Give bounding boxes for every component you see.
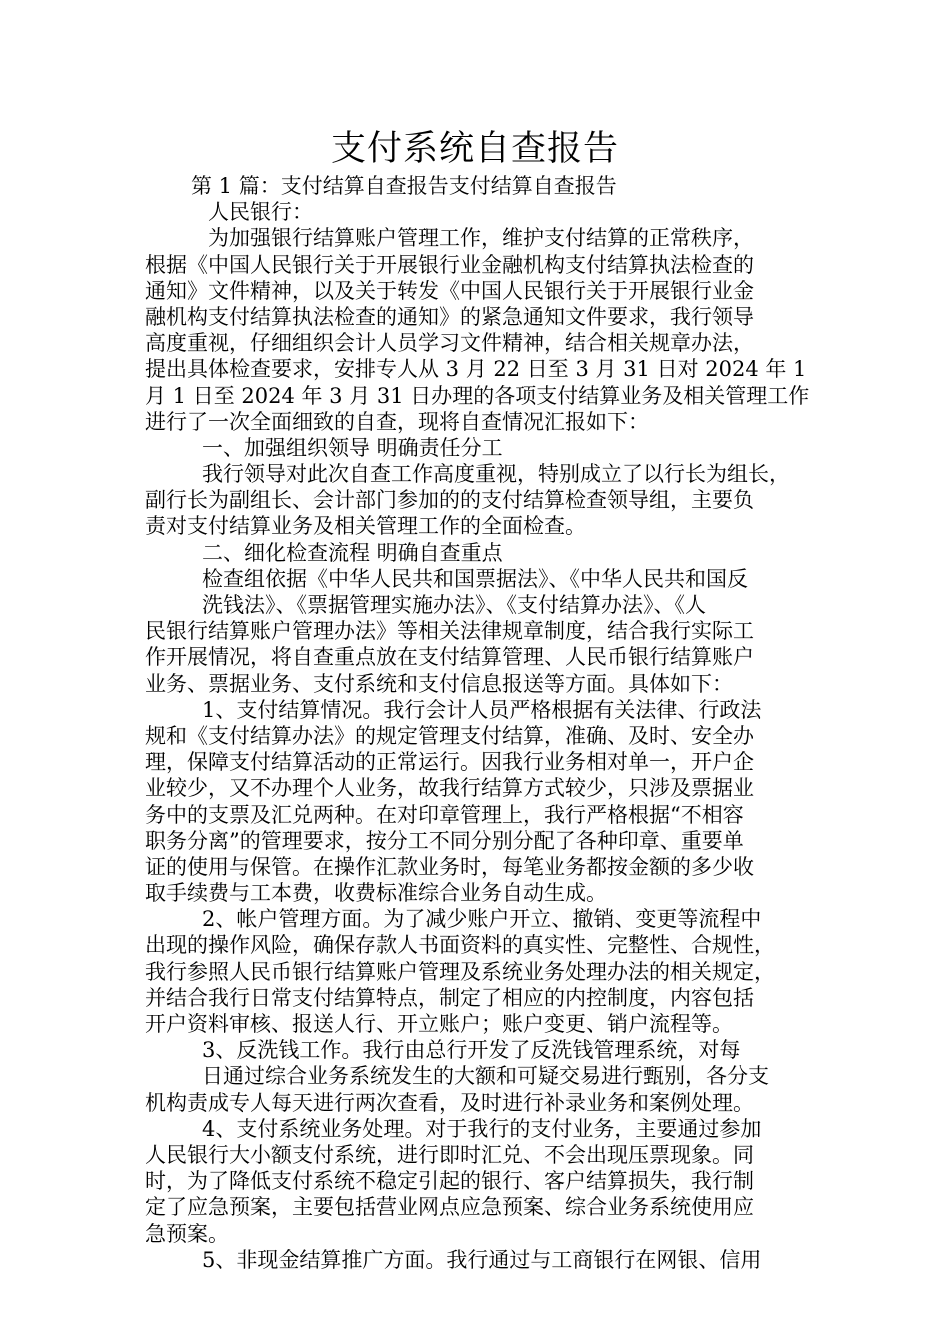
text-line: 理，保障支付结算活动的正常运行。因我行业务相对单一，开户企 [145,750,754,775]
text-line: 并结合我行日常支付结算特点，制定了相应的内控制度，内容包括 [145,985,754,1010]
document-body [145,173,815,1273]
text-line: 开户资料审核、报送人行、开立账户；账户变更、销户流程等。 [145,1012,733,1036]
text-line: 定了应急预案，主要包括营业网点应急预案、综合业务系统使用应 [145,1195,754,1220]
text-line: 日通过综合业务系统发生的大额和可疑交易进行甄别，各分支 [202,1064,769,1089]
text-line: 副行长为副组长、会计部门参加的的支付结算检查领导组，主要负 [145,488,754,513]
salutation: 人民银行： [208,200,313,225]
text-line: 务中的支票及汇兑两种。在对印章管理上，我行严格根据“不相容 [145,802,744,827]
text-line: 通知》文件精神，以及关于转发《中国人民银行关于开展银行业金 [145,278,754,303]
text-line: 人民银行大小额支付系统，进行即时汇兑、不会出现压票现象。同 [145,1142,754,1167]
text-line: 取手续费与工本费，收费标准综合业务自动生成。 [145,881,607,906]
text-line: 月 1 日至 2024 年 3 月 31 日办理的各项支付结算业务及相关管理工作 [145,383,810,408]
document-title: 支付系统自查报告 [330,129,619,169]
text-line: 急预案。 [145,1221,229,1246]
text-line: 提出具体检查要求，安排专人从 3 月 22 日至 3 月 31 日对 2024 年 1 [145,357,807,382]
text-line: 民银行结算账户管理办法》等相关法律规章制度，结合我行实际工 [145,619,754,644]
text-line: 证的使用与保管。在操作汇款业务时，每笔业务都按金额的多少收 [145,854,754,879]
text-line: 检查组依据《中华人民共和国票据法》、《中华人民共和国反 [202,566,748,591]
text-line: 规和《支付结算办法》的规定管理支付结算，准确、及时、安全办 [145,723,754,748]
text-line: 出现的操作风险，确保存款人书面资料的真实性、完整性、合规性， [145,933,775,958]
text-line: 为加强银行结算账户管理工作，维护支付结算的正常秩序， [208,226,754,251]
text-line: 3、反洗钱工作。我行由总行开发了反洗钱管理系统，对每 [202,1038,741,1063]
text-line: 作开展情况，将自查重点放在支付结算管理、人民币银行结算账户 [145,645,754,670]
text-line: 高度重视，仔细组织会计人员学习文件精神，结合相关规章办法， [145,331,754,356]
text-line: 1、支付结算情况。我行会计人员严格根据有关法律、行政法 [202,697,762,722]
text-line: 机构责成专人每天进行两次查看，及时进行补录业务和案例处理。 [145,1090,754,1115]
text-line: 2、帐户管理方面。为了减少账户开立、撤销、变更等流程中 [202,907,762,932]
section-heading: 一、加强组织领导 明确责任分工 [202,435,503,460]
text-line: 根据《中国人民银行关于开展银行业金融机构支付结算执法检查的 [145,252,754,277]
text-line: 5、非现金结算推广方面。我行通过与工商银行在网银、信用 [202,1247,762,1272]
text-line: 洗钱法》、《票据管理实施办法》、《支付结算办法》、《人 [202,593,706,617]
section-heading: 第 1 篇：支付结算自查报告支付结算自查报告 [191,174,617,198]
text-line: 职务分离”的管理要求，按分工不同分别分配了各种印章、重要单 [145,828,744,853]
text-line: 业较少，又不办理个人业务，故我行结算方式较少，只涉及票据业 [145,776,754,801]
text-line: 责对支付结算业务及相关管理工作的全面检查。 [145,514,586,539]
text-line: 我行领导对此次自查工作高度重视，特别成立了以行长为组长， [202,462,790,487]
text-line: 我行参照人民币银行结算账户管理及系统业务处理办法的相关规定， [145,959,775,984]
text-line: 时，为了降低支付系统不稳定引起的银行、客户结算损失，我行制 [145,1169,754,1194]
section-heading: 二、细化检查流程 明确自查重点 [202,540,503,565]
text-line: 4、支付系统业务处理。对于我行的支付业务，主要通过参加 [202,1116,762,1141]
text-line: 业务、票据业务、支付系统和支付信息报送等方面。具体如下： [145,671,733,696]
text-line: 融机构支付结算执法检查的通知》的紧急通知文件要求，我行领导 [145,304,754,329]
text-line: 进行了一次全面细致的自查，现将自查情况汇报如下： [145,409,649,434]
